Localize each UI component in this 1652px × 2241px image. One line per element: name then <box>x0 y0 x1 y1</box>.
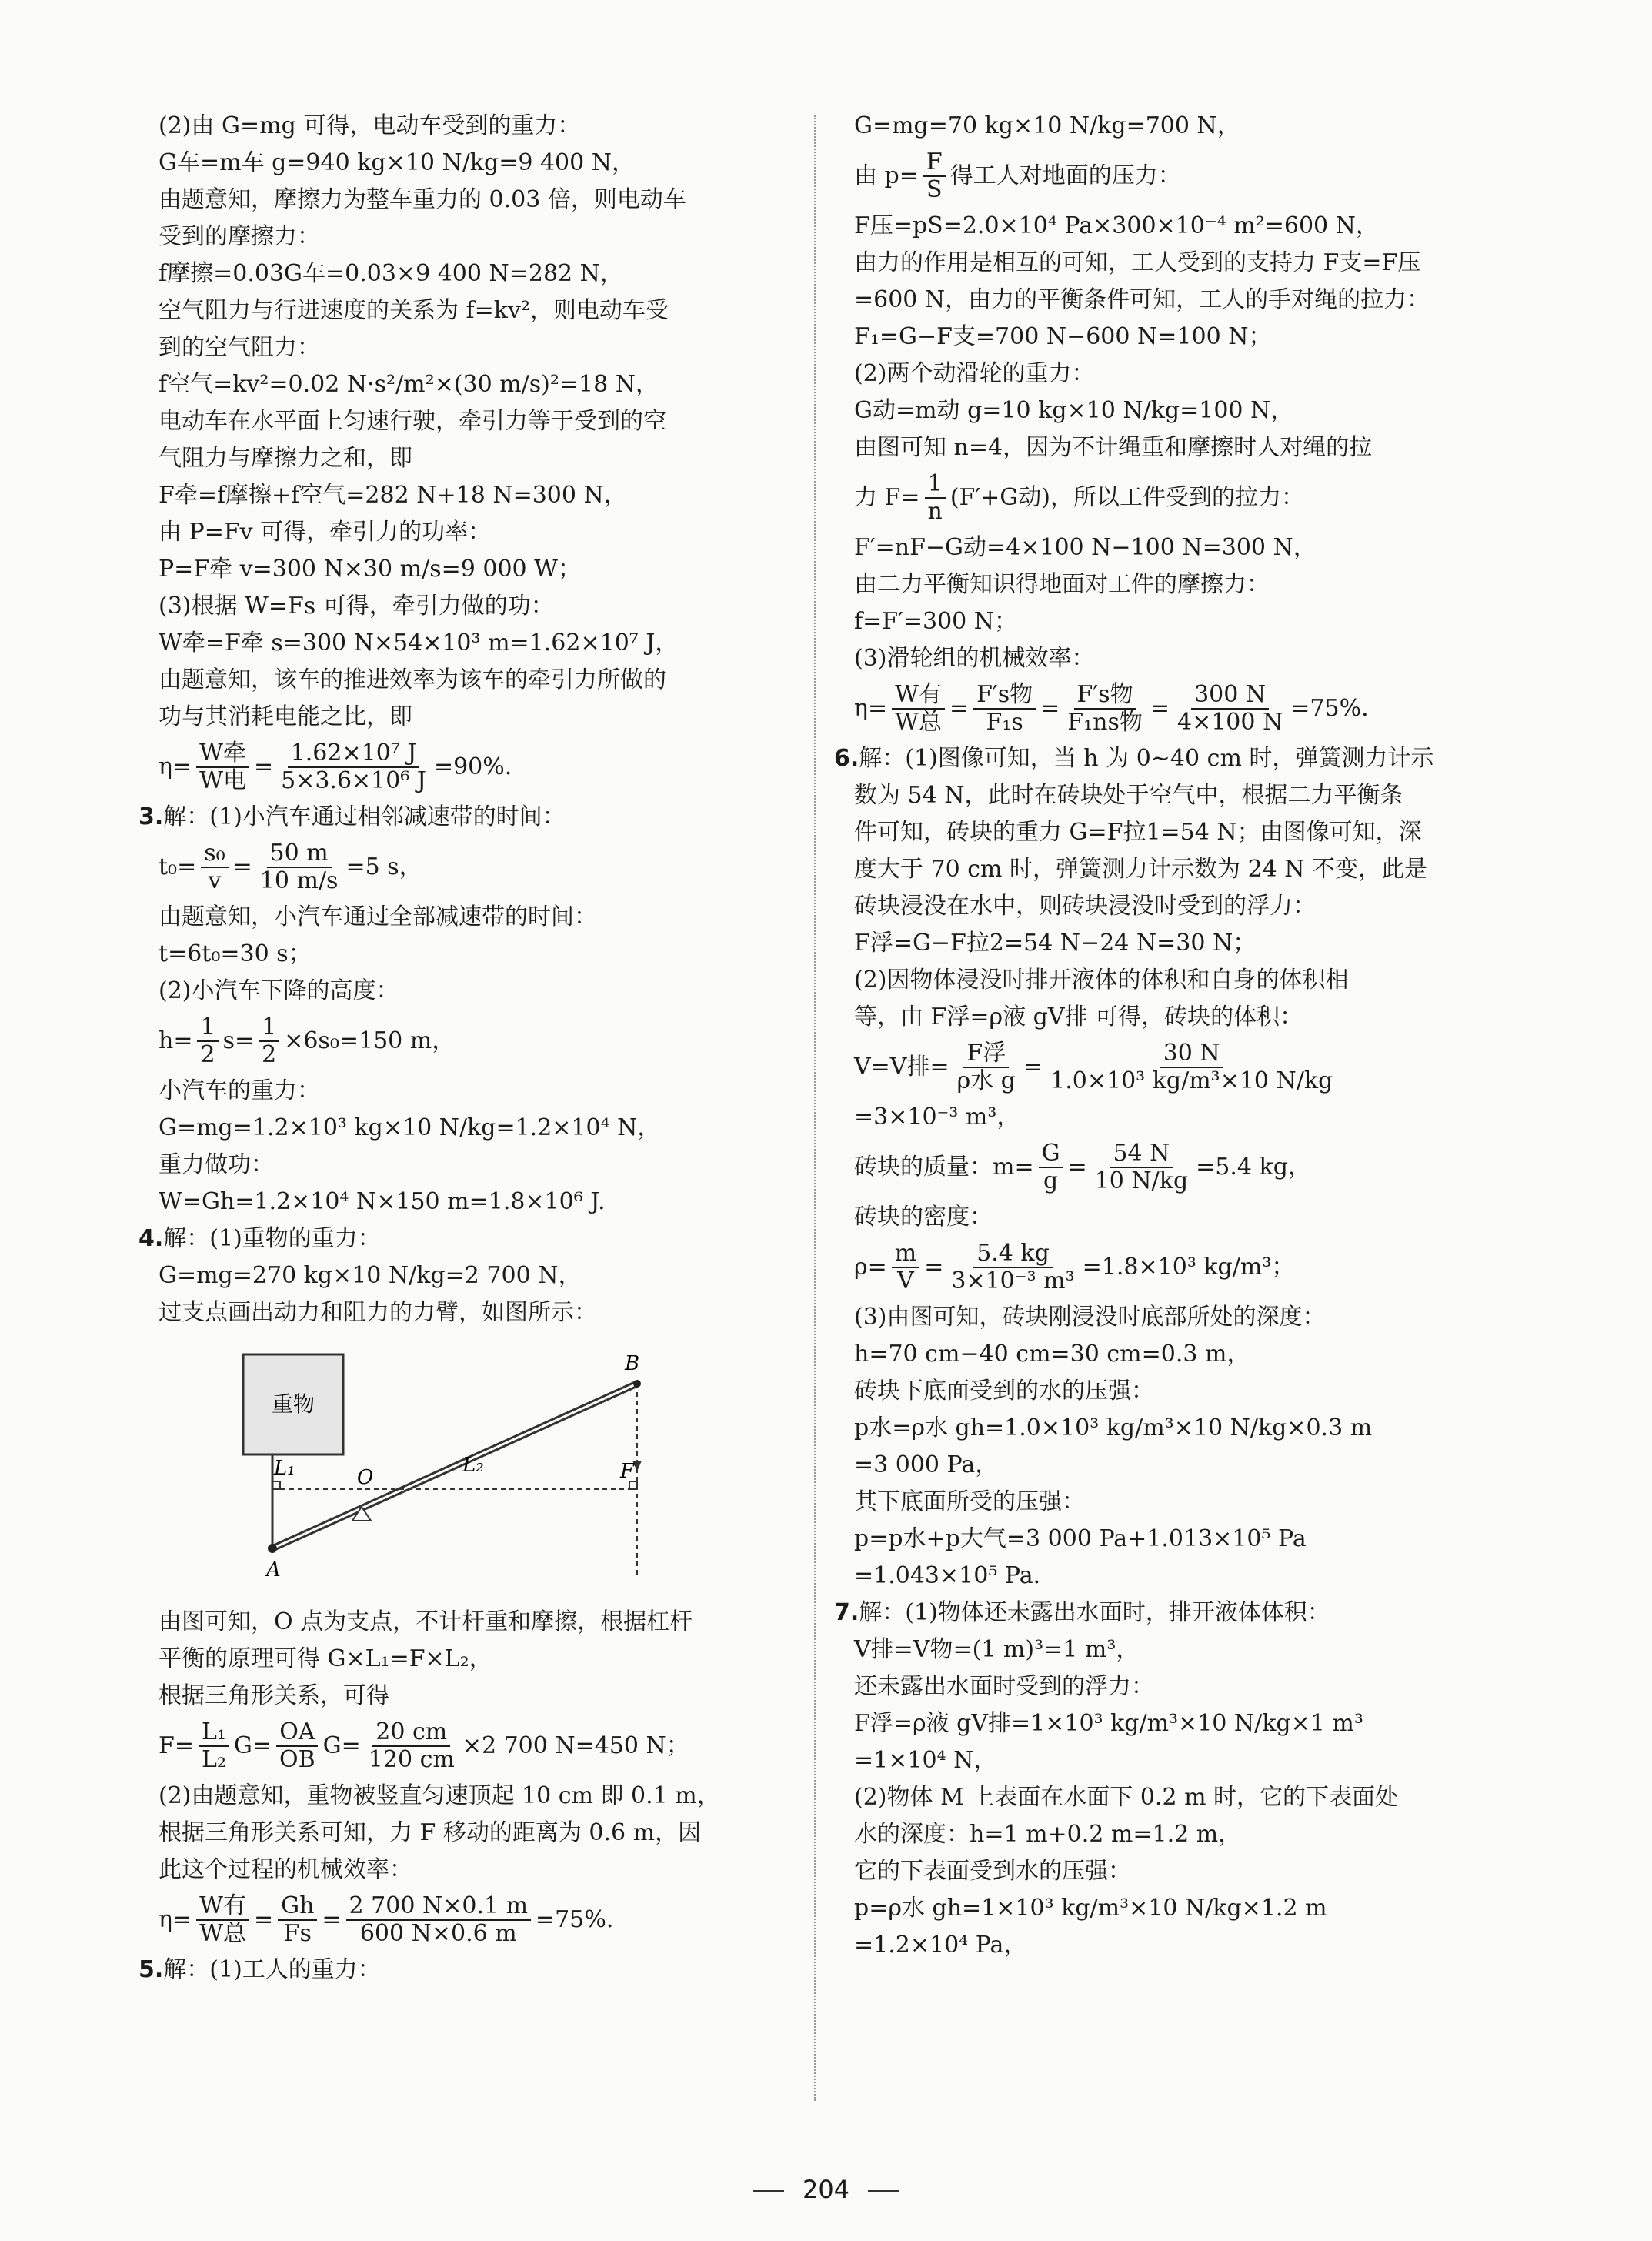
denominator: L₂ <box>201 1746 226 1773</box>
text-line: f空气=kv²=0.02 N·s²/m²×(30 m/s)²=18 N， <box>159 371 659 398</box>
eq-text: (F′+G动)，所以工件受到的拉力： <box>949 484 1304 511</box>
text-line: 水的深度：h=1 m+0.2 m=1.2 m， <box>854 1821 1242 1848</box>
denominator: 2 <box>262 1041 277 1068</box>
denominator: 2 <box>200 1041 215 1068</box>
question-number: 6. <box>834 745 859 772</box>
numerator: 2 700 N×0.1 m <box>346 1893 532 1921</box>
numerator: L₁ <box>199 1719 229 1747</box>
question-6 <box>834 740 1485 777</box>
numerator: W有 <box>892 682 945 710</box>
denominator: 10 N/kg <box>1094 1167 1189 1194</box>
eq-text: =1.8×10³ kg/m³； <box>1082 1254 1295 1281</box>
numerator: 30 N <box>1160 1040 1223 1068</box>
text-line: 根据三角形关系可知，力 F 移动的距离为 0.6 m，因 <box>159 1819 702 1846</box>
text-line: 砖块下底面受到的水的压强： <box>854 1378 1154 1404</box>
eq-text: =5.4 kg， <box>1196 1154 1311 1181</box>
text-line: W牵=F牵 s=300 N×54×10³ m=1.62×10⁷ J， <box>159 630 679 656</box>
numerator: 1 <box>197 1014 218 1042</box>
denominator: 5×3.6×10⁶ J <box>281 767 426 794</box>
fraction <box>196 740 249 794</box>
mass-equation <box>846 1136 1485 1199</box>
text-line: V排=V物=(1 m)³=1 m³， <box>854 1636 1140 1663</box>
question-number: 5. <box>139 1956 164 1983</box>
denominator: g <box>1043 1167 1059 1194</box>
denominator: V <box>897 1267 914 1294</box>
denominator: v <box>208 867 222 894</box>
text-line: G=mg=270 kg×10 N/kg=2 700 N， <box>159 1262 582 1289</box>
text-line: F′=nF−G动=4×100 N−100 N=300 N， <box>854 534 1317 561</box>
denominator: W电 <box>199 767 246 794</box>
eq-text: G= <box>233 1732 272 1759</box>
fraction <box>1174 682 1286 736</box>
text-line: F浮=G−F拉2=54 N−24 N=30 N； <box>854 930 1257 957</box>
text-line: G=mg=70 kg×10 N/kg=700 N， <box>854 112 1240 139</box>
eq-text: =75%. <box>536 1906 614 1933</box>
text-line: 解：(1)工人的重力： <box>163 1956 381 1983</box>
denominator: F₁ns物 <box>1067 709 1143 736</box>
question-5 <box>139 1952 789 1989</box>
numerator: F <box>923 149 946 177</box>
text-line: 此这个过程的机械效率： <box>159 1856 412 1883</box>
efficiency-equation <box>151 1889 789 1952</box>
text-line: P=F牵 v=300 N×30 m/s=9 000 W； <box>159 556 581 583</box>
text-line: 解：(1)物体还未露出水面时，排开液体体积： <box>859 1599 1330 1626</box>
eq-text: V=V排= <box>854 1054 949 1080</box>
text-line: =3 000 Pa， <box>854 1451 999 1478</box>
fraction <box>196 1893 249 1947</box>
question-4 <box>139 1221 789 1257</box>
denominator: 120 cm <box>368 1746 455 1773</box>
denominator: 4×100 N <box>1176 709 1283 736</box>
text-line: (3)根据 W=Fs 可得，牵引力做的功： <box>159 593 554 620</box>
fraction <box>346 1893 532 1947</box>
l1-label: L₁ <box>274 1457 295 1480</box>
density-equation <box>846 1236 1485 1299</box>
denominator: S <box>926 176 943 203</box>
numerator: F′s物 <box>973 682 1036 710</box>
eq-text: = <box>1023 1054 1043 1080</box>
numerator: 5.4 kg <box>973 1241 1053 1268</box>
right-column <box>834 108 1485 1964</box>
eq-text: = <box>1150 695 1170 722</box>
text-line: 受到的摩擦力： <box>159 223 320 250</box>
text-line: 解：(1)重物的重力： <box>163 1225 381 1252</box>
denominator: 1.0×10³ kg/m³×10 N/kg <box>1050 1067 1333 1094</box>
text-line: F₁=G−F支=700 N−600 N=100 N； <box>854 323 1272 350</box>
text-line: 空气阻力与行进速度的关系为 f=kv²，则电动车受 <box>159 297 669 324</box>
question-number: 4. <box>139 1225 164 1252</box>
text-line: =3×10⁻³ m³， <box>854 1104 1020 1131</box>
pressure-formula-line <box>846 145 1485 208</box>
text-line: 到的空气阻力： <box>159 334 320 361</box>
eq-text: η= <box>159 1906 192 1933</box>
text-line: 由题意知，该车的推进效率为该车的牵引力所做的 <box>159 666 666 693</box>
eq-text: = <box>924 1254 944 1281</box>
fraction <box>1039 1141 1063 1194</box>
numerator: m <box>892 1241 919 1268</box>
numerator: OA <box>276 1719 318 1747</box>
time-equation <box>151 836 789 899</box>
question-7 <box>834 1595 1485 1631</box>
text-line: 解：(1)小汽车通过相邻减速带的时间： <box>163 803 566 830</box>
text-line: (3)滑轮组的机械效率： <box>854 645 1095 672</box>
text-line: G车=m车 g=940 kg×10 N/kg=9 400 N， <box>159 149 635 176</box>
eq-text: G= <box>322 1732 361 1759</box>
eq-text: 力 F= <box>854 484 920 511</box>
eq-text: ×2 700 N=450 N； <box>462 1732 689 1759</box>
text-line: =1×10⁴ N， <box>854 1747 997 1774</box>
text-line: p=ρ水 gh=1×10³ kg/m³×10 N/kg×1.2 m <box>854 1895 1327 1922</box>
text-line: W=Gh=1.2×10⁴ N×150 m=1.8×10⁶ J. <box>159 1188 606 1215</box>
eq-text: 得工人对地面的压力： <box>949 162 1181 189</box>
text-line: 气阻力与摩擦力之和，即 <box>159 445 412 472</box>
numerator: 1.62×10⁷ J <box>288 740 420 768</box>
text-line: 重力做功： <box>159 1151 274 1178</box>
point-b <box>633 1380 641 1388</box>
numerator: G <box>1039 1141 1063 1168</box>
eq-text: = <box>232 853 252 880</box>
denominator: W总 <box>895 709 942 736</box>
question-3 <box>139 799 789 836</box>
numerator: W牵 <box>196 740 249 768</box>
eq-text: h= <box>159 1027 193 1054</box>
text-line: 功与其消耗电能之比，即 <box>159 703 412 730</box>
text-line: 由图可知 n=4，因为不计绳重和摩擦时人对绳的拉 <box>854 434 1373 461</box>
eq-text: 砖块的质量：m= <box>854 1154 1034 1181</box>
denominator: 600 N×0.6 m <box>359 1920 517 1947</box>
text-line: F牵=f摩擦+f空气=282 N+18 N=300 N， <box>159 482 627 509</box>
fraction <box>973 682 1036 736</box>
text-line: 由题意知，摩擦力为整车重力的 0.03 倍，则电动车 <box>159 186 686 213</box>
text-line: 平衡的原理可得 G×L₁=F×L₂， <box>159 1645 492 1672</box>
b-label: B <box>625 1352 640 1375</box>
text-line: h=70 cm−40 cm=30 cm=0.3 m， <box>854 1341 1250 1368</box>
text-line: f=F′=300 N； <box>854 608 1018 635</box>
eq-text: =5 s， <box>345 853 422 880</box>
numerator: 1 <box>925 471 946 499</box>
eq-text: t₀= <box>159 853 197 880</box>
denominator: Fs <box>283 1920 312 1947</box>
point-a <box>268 1544 277 1553</box>
text-line: =1.043×10⁵ Pa. <box>854 1562 1041 1589</box>
text-line: 还未露出水面时受到的浮力： <box>854 1673 1154 1700</box>
pull-force-line <box>846 466 1485 529</box>
eq-text: = <box>322 1906 342 1933</box>
fraction <box>201 840 228 894</box>
eq-text: = <box>1040 695 1060 722</box>
pulley-efficiency-equation <box>846 677 1485 740</box>
text-line: (3)由图可知，砖块刚浸没时底部所处的深度： <box>854 1304 1326 1331</box>
text-line: (2)两个动滑轮的重力： <box>854 360 1095 387</box>
numerator: W有 <box>196 1893 249 1921</box>
f-label: F <box>620 1460 635 1483</box>
fraction <box>278 1893 317 1947</box>
text-line: 过支点画出动力和阻力的力臂，如图所示： <box>159 1299 597 1326</box>
lever-diagram-svg <box>228 1339 720 1593</box>
numerator: Gh <box>278 1893 317 1921</box>
text-line: (2)物体 M 上表面在水面下 0.2 m 时，它的下表面处 <box>854 1784 1399 1811</box>
eq-text: η= <box>159 753 192 780</box>
text-line: =600 N，由力的平衡条件可知，工人的手对绳的拉力： <box>854 286 1430 313</box>
denominator: 3×10⁻³ m³ <box>951 1267 1075 1294</box>
weight-label: 重物 <box>271 1391 315 1417</box>
text-line: 由力的作用是相互的可知，工人受到的支持力 F支=F压 <box>854 249 1421 276</box>
text-line: G动=m动 g=10 kg×10 N/kg=100 N， <box>854 397 1294 424</box>
denominator: OB <box>279 1746 315 1773</box>
denominator: F₁s <box>986 709 1023 736</box>
text-line: F浮=ρ液 gV排=1×10³ kg/m³×10 N/kg×1 m³ <box>854 1710 1363 1737</box>
left-column <box>139 108 789 1989</box>
numerator: 20 cm <box>372 1719 450 1747</box>
text-line: 由二力平衡知识得地面对工件的摩擦力： <box>854 571 1270 598</box>
question-number: 3. <box>139 803 164 830</box>
text-line: 数为 54 N，此时在砖块处于空气中，根据二力平衡条 <box>854 782 1403 809</box>
text-line: t=6t₀=30 s； <box>159 940 312 967</box>
volume-equation <box>846 1036 1485 1099</box>
fraction <box>365 1719 458 1773</box>
eq-text: 由 p= <box>854 162 919 189</box>
text-line: 其下底面所受的压强： <box>854 1488 1085 1515</box>
text-line: =1.2×10⁴ Pa， <box>854 1932 1027 1959</box>
column-divider <box>814 115 816 2101</box>
eq-text: ×6s₀=150 m， <box>284 1027 456 1054</box>
numerator: F′s物 <box>1074 682 1136 710</box>
fraction <box>1092 1141 1191 1194</box>
fraction <box>923 149 946 203</box>
lever-diagram <box>228 1339 789 1596</box>
fraction <box>925 471 946 525</box>
text-line: (2)由题意知，重物被竖直匀速顶起 10 cm 即 0.1 m， <box>159 1782 720 1809</box>
denominator: n <box>927 498 943 525</box>
text-line: F压=pS=2.0×10⁴ Pa×300×10⁻⁴ m²=600 N， <box>854 212 1379 239</box>
efficiency-equation <box>151 736 789 799</box>
force-equation <box>151 1715 789 1778</box>
denominator: ρ水 g <box>956 1067 1016 1094</box>
eq-text: η= <box>854 695 888 722</box>
height-equation <box>151 1010 789 1073</box>
text-line: G=mg=1.2×10³ kg×10 N/kg=1.2×10⁴ N， <box>159 1114 661 1141</box>
text-line: 由 P=Fv 可得，牵引力的功率： <box>159 519 492 546</box>
eq-text: = <box>253 1906 274 1933</box>
eq-text: ρ= <box>854 1254 887 1281</box>
fraction <box>197 1014 218 1068</box>
text-line: 砖块的密度： <box>854 1204 993 1231</box>
fraction <box>1047 1040 1336 1094</box>
text-line: p水=ρ水 gh=1.0×10³ kg/m³×10 N/kg×0.3 m <box>854 1414 1373 1441</box>
numerator: 50 m <box>267 840 332 868</box>
numerator: 300 N <box>1191 682 1269 710</box>
text-line: 由题意知，小汽车通过全部减速带的时间： <box>159 903 597 930</box>
text-line: 电动车在水平面上匀速行驶，牵引力等于受到的空 <box>159 408 666 435</box>
denominator: 10 m/s <box>259 867 339 894</box>
eq-text: F= <box>159 1732 194 1759</box>
text-line: (2)因物体浸没时排开液体的体积和自身的体积相 <box>854 967 1349 994</box>
text-line: (2)由 G=mg 可得，电动车受到的重力： <box>159 112 581 139</box>
eq-text: = <box>949 695 970 722</box>
text-line: 度大于 70 cm 时，弹簧测力计示数为 24 N 不变，此是 <box>854 856 1428 883</box>
text-line: (2)小汽车下降的高度： <box>159 977 399 1004</box>
fraction <box>892 1241 919 1294</box>
numerator: s₀ <box>201 840 228 868</box>
text-line: 件可知，砖块的重力 G=F拉1=54 N；由图像可知，深 <box>854 819 1422 846</box>
numerator: 1 <box>259 1014 279 1042</box>
o-label: O <box>357 1466 374 1489</box>
a-label: A <box>266 1558 281 1581</box>
l2-label: L₂ <box>462 1454 484 1477</box>
eq-text: =90%. <box>433 753 512 780</box>
eq-text: =75%. <box>1290 695 1369 722</box>
fraction <box>954 1040 1019 1094</box>
fraction <box>948 1241 1077 1294</box>
text-line: 解：(1)图像可知，当 h 为 0~40 cm 时，弹簧测力计示 <box>859 745 1434 772</box>
eq-text: = <box>253 753 274 780</box>
eq-text: s= <box>222 1027 255 1054</box>
text-line: 根据三角形关系，可得 <box>159 1682 389 1709</box>
text-line: p=p水+p大气=3 000 Pa+1.013×10⁵ Pa <box>854 1525 1307 1552</box>
fraction <box>199 1719 229 1773</box>
fraction <box>892 682 945 736</box>
fraction <box>257 840 342 894</box>
page-number: 204 <box>0 2175 1652 2204</box>
text-line: 砖块浸没在水中，则砖块浸没时受到的浮力： <box>854 893 1316 920</box>
numerator: F浮 <box>963 1040 1009 1068</box>
numerator: 54 N <box>1110 1141 1173 1168</box>
text-line: 等，由 F浮=ρ液 gV排 可得，砖块的体积： <box>854 1004 1303 1030</box>
denominator: W总 <box>199 1920 246 1947</box>
eq-text: = <box>1067 1154 1087 1181</box>
question-number: 7. <box>834 1599 859 1626</box>
text-line: 由图可知，O 点为支点，不计杆重和摩擦，根据杠杆 <box>159 1608 693 1635</box>
fraction <box>276 1719 319 1773</box>
text-line: f摩擦=0.03G车=0.03×9 400 N=282 N， <box>159 260 623 287</box>
fraction <box>1064 682 1146 736</box>
fraction <box>278 740 429 794</box>
text-line: 它的下表面受到水的压强： <box>854 1858 1131 1885</box>
fraction <box>259 1014 279 1068</box>
text-line: 小汽车的重力： <box>159 1077 320 1104</box>
